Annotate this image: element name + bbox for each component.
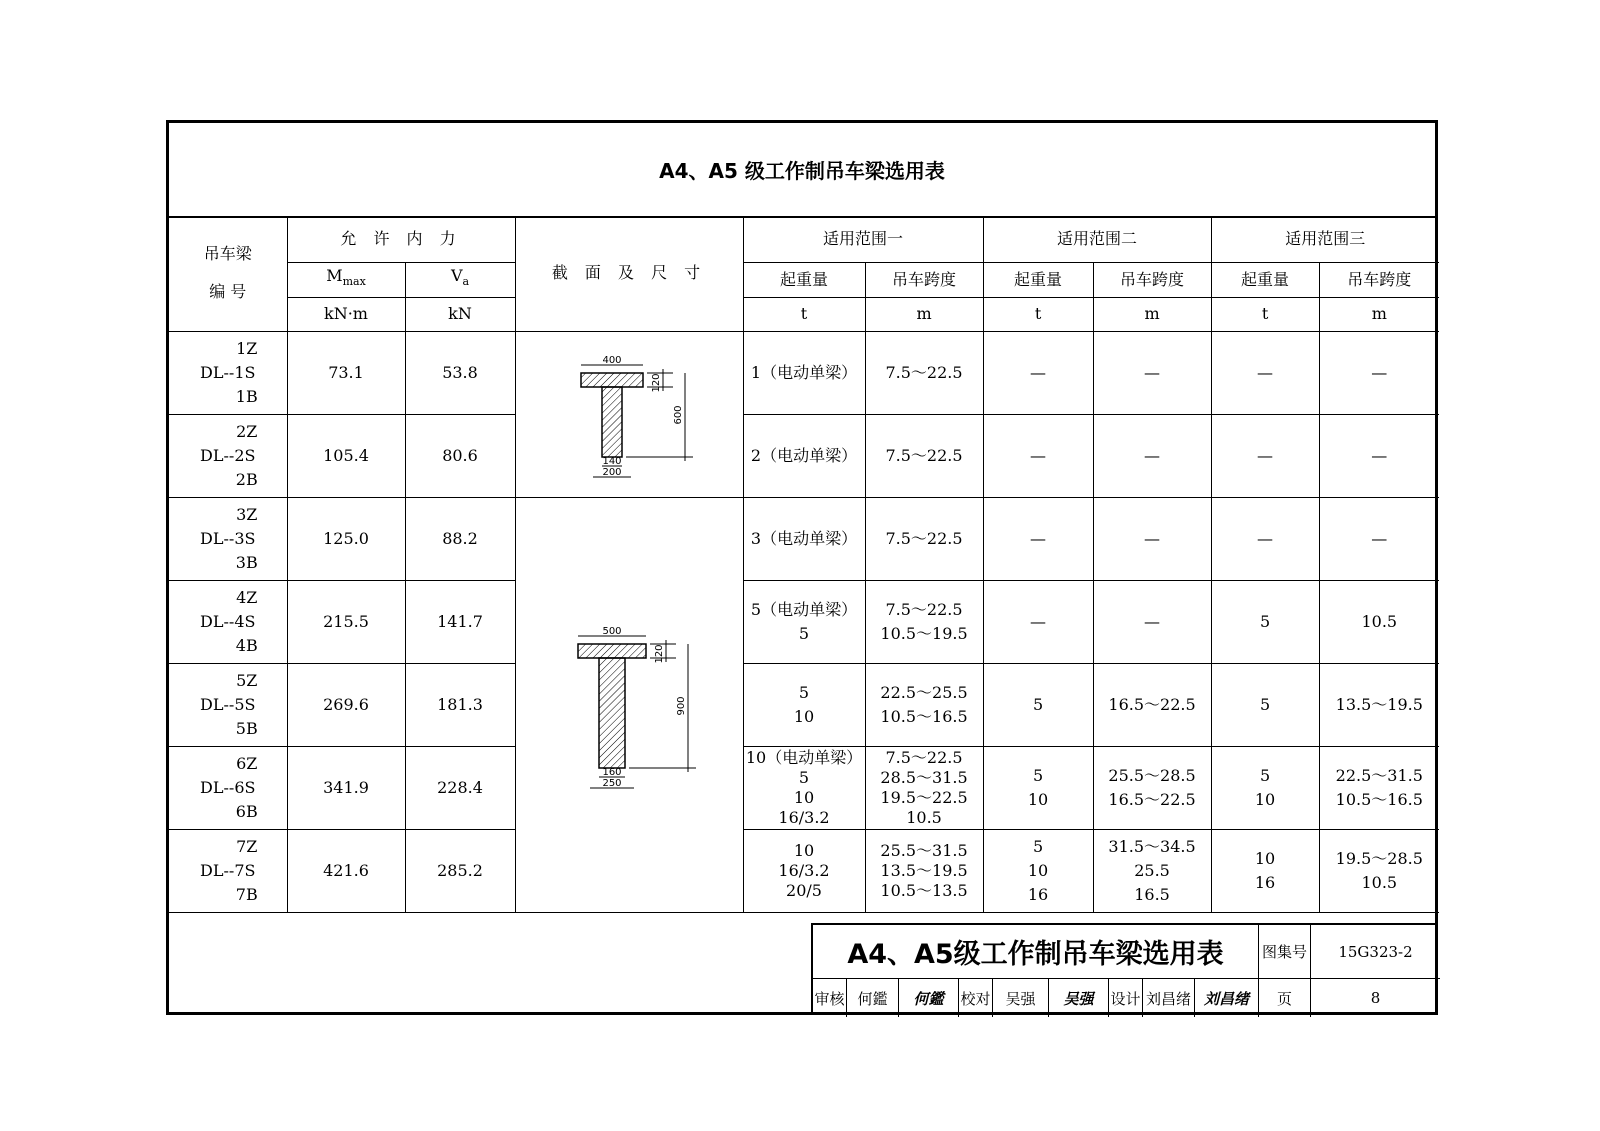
header-r3-span [1319,262,1439,297]
range1-load-line: 16/3.2 [778,860,830,880]
table-row [169,746,1439,829]
range3-load-line: 16 [1254,872,1276,892]
range1-load [743,829,865,912]
va-value: 181.3 [405,663,515,746]
beam-code [169,580,287,663]
mmax-value: 421.6 [287,829,405,912]
header-unit-m: m [1093,297,1211,331]
range1-span-line: 10.5 [906,807,942,827]
header-r3-span-label: 吊车跨度 [1347,269,1412,289]
header-r1-span-label: 吊车跨度 [892,269,957,289]
range3-span-line: 10.5 [1361,611,1398,631]
range1-span-line: 7.5～22.5 [885,599,963,619]
range1-span-line: 7.5～22.5 [885,528,963,548]
beam-code [169,414,287,497]
range1-span [865,331,983,414]
range3-load-line: — [1257,445,1274,465]
range1-load-line: 5 [798,623,810,643]
crane-beam-table [169,216,1439,912]
table-row [169,829,1439,912]
header-mmax-unit: kN·m [287,297,405,331]
beam-code-line: 7Z [236,836,258,856]
section-small [515,331,743,497]
beam-code-line: 2Z [236,421,258,441]
dim-top-width: 400 [602,355,622,366]
header-va-unit: kN [405,297,515,331]
range1-load [743,580,865,663]
range2-load [983,497,1093,580]
beam-section-drawing [574,349,684,479]
atlas-number: 15G323-2 [1311,925,1440,979]
header-r2-load-label: 起重量 [1014,269,1063,289]
beam-code-line: DL--5S [200,694,256,714]
table-row [169,663,1439,746]
beam-web [599,658,625,768]
dim-flange-thickness: 120 [651,373,663,393]
mmax-value: 73.1 [287,331,405,414]
range3-load-line: 5 [1259,611,1271,631]
range2-load-line: 16 [1027,884,1049,904]
range2-load [983,414,1093,497]
range2-span-line: 16.5 [1134,884,1170,904]
range2-load-line: — [1030,362,1047,382]
range1-load-line: 10 [793,840,815,860]
beam-code-line: 6B [235,801,258,821]
range3-span-line: 13.5～19.5 [1335,694,1423,714]
beam-code-line: DL--7S [200,860,256,880]
range1-span [865,414,983,497]
range3-span [1319,663,1439,746]
range3-load-line: 5 [1259,694,1271,714]
review-label: 审核 [813,979,847,1017]
range1-load-line: 10（电动单梁） [745,747,863,767]
beam-code-line: 3B [235,552,258,572]
range3-span-line: — [1371,528,1388,548]
range2-span [1093,746,1211,829]
range3-load [1211,829,1319,912]
page-number: 8 [1370,989,1381,1007]
mmax-value: 125.0 [287,497,405,580]
dim-flange-thickness: 120 [654,643,666,664]
range2-load [983,829,1093,912]
range3-span-line: 22.5～31.5 [1335,765,1423,785]
range1-span-line: 28.5～31.5 [880,767,968,787]
beam-code-line: 4Z [236,587,258,607]
range1-span-line: 10.5～19.5 [880,623,968,643]
header-beam-no [169,216,287,331]
header-beam-no-line2: 编 号 [209,282,247,302]
range2-load-line: — [1030,445,1047,465]
header-section: 截 面 及 尺 寸 [515,216,743,331]
header-range3: 适用范围三 [1211,216,1439,262]
range1-span [865,580,983,663]
va-value: 141.7 [405,580,515,663]
range2-span-line: — [1144,528,1161,548]
range3-load-line: — [1257,528,1274,548]
header-unit-t: t [743,297,865,331]
range3-span-line: 10.5～16.5 [1335,789,1423,809]
header-unit-t: t [983,297,1093,331]
beam-code-line: DL--6S [200,777,256,797]
beam-section-drawing [574,620,688,790]
range2-span [1093,497,1211,580]
beam-code [169,746,287,829]
title-block [811,923,1438,1015]
range1-load [743,663,865,746]
header-mmax-symbol: M [326,266,343,286]
review-name: 何鑑 [847,979,899,1017]
range3-load [1211,497,1319,580]
range3-span-line: 10.5 [1361,872,1398,892]
range3-load [1211,331,1319,414]
dim-bottom-width: 200 [602,467,622,478]
range1-span-line: 22.5～25.5 [880,682,968,702]
range2-load-line: 10 [1027,789,1049,809]
beam-code-line: 4B [235,635,258,655]
header-r1-load-label: 起重量 [780,269,829,289]
header-va [405,262,515,297]
range2-span-line: 25.5～28.5 [1108,765,1196,785]
signature-row [813,979,1440,1017]
range2-span-line: — [1144,611,1161,631]
range2-load-line: 5 [1032,694,1044,714]
table-title: A4、A5 级工作制吊车梁选用表 [169,123,1435,218]
beam-web [602,387,622,457]
section-large [515,497,743,912]
dim-bottom-width: 250 [602,777,622,789]
dim-beam-height: 600 [673,405,685,425]
header-r1-span [865,262,983,297]
mmax-value: 215.5 [287,580,405,663]
range3-span-line: — [1371,445,1388,465]
header-r2-span [1093,262,1211,297]
header-unit-t: t [1211,297,1319,331]
range1-span [865,663,983,746]
range3-span-line: 19.5～28.5 [1335,848,1423,868]
beam-code [169,497,287,580]
header-range2: 适用范围二 [983,216,1211,262]
beam-code [169,663,287,746]
range3-span [1319,497,1439,580]
design-label: 设计 [1109,979,1143,1017]
range2-load-line: — [1030,528,1047,548]
range1-span [865,497,983,580]
beam-code-line: 5B [235,718,258,738]
beam-flange [581,373,643,387]
range2-span-line: 16.5～22.5 [1108,789,1196,809]
range3-load-line: 5 [1259,765,1271,785]
title-block-title: A4、A5级工作制吊车梁选用表 [813,925,1259,979]
table-row [169,414,1439,497]
range1-load-line: 1（电动单梁） [750,362,858,382]
header-r3-load-label: 起重量 [1241,269,1290,289]
beam-code-line: DL--3S [200,528,256,548]
beam-code-line: 5Z [236,670,258,690]
header-r2-span-label: 吊车跨度 [1120,269,1185,289]
range1-load-line: 20/5 [786,880,822,900]
header-va-sub: a [462,275,470,289]
beam-code-line: DL--1S [200,362,256,382]
check-name: 吴强 [993,979,1049,1017]
range2-load [983,580,1093,663]
check-label: 校对 [959,979,993,1017]
range1-span-line: 7.5～22.5 [885,747,963,767]
dim-web-width: 160 [602,766,622,778]
range3-load-line: — [1257,362,1274,382]
design-signature: 刘昌绪 [1195,979,1259,1017]
range3-span-line: — [1371,362,1388,382]
range1-span-line: 7.5～22.5 [885,445,963,465]
table-row [169,331,1439,414]
range2-span [1093,580,1211,663]
range1-load-line: 3（电动单梁） [750,528,858,548]
header-r2-load [983,262,1093,297]
range2-span-line: 25.5 [1134,860,1170,880]
range1-load-line: 16/3.2 [778,807,830,827]
beam-code-line: 7B [235,884,258,904]
mmax-value: 269.6 [287,663,405,746]
range1-load-line: 10 [793,787,815,807]
header-allow-force: 允 许 内 力 [287,216,515,262]
header-beam-no-line1: 吊车梁 [203,244,252,264]
range3-span [1319,746,1439,829]
beam-code-line: DL--4S [200,611,256,631]
range1-span-line: 7.5～22.5 [885,362,963,382]
header-r3-load [1211,262,1319,297]
beam-code-line: 1Z [236,338,258,358]
beam-flange [578,644,646,658]
range2-span [1093,663,1211,746]
beam-code-line: 6Z [236,753,258,773]
range3-load-line: 10 [1254,789,1276,809]
header-r1-load [743,262,865,297]
header-range1: 适用范围一 [743,216,983,262]
range2-load-line: 5 [1032,836,1044,856]
range1-span [865,829,983,912]
range2-load [983,331,1093,414]
va-value: 228.4 [405,746,515,829]
range1-span-line: 10.5～16.5 [880,706,968,726]
range1-load-line: 5 [798,767,810,787]
page-label: 页 [1259,979,1311,1017]
range3-span [1319,331,1439,414]
review-signature: 何鑑 [899,979,959,1017]
range3-load-line: 10 [1254,848,1276,868]
atlas-label: 图集号 [1259,925,1311,979]
range2-span-line: 16.5～22.5 [1108,694,1196,714]
dim-web-width: 140 [602,456,622,467]
range1-span-line: 10.5～13.5 [880,880,968,900]
range3-load [1211,663,1319,746]
dim-beam-height: 900 [676,695,688,716]
range1-span [865,746,983,829]
beam-code [169,829,287,912]
va-value: 80.6 [405,414,515,497]
range3-load [1211,414,1319,497]
beam-code-line: DL--2S [200,445,256,465]
range1-load-line: 5 [798,682,810,702]
beam-code-line: 3Z [236,504,258,524]
range2-load-line: — [1030,611,1047,631]
va-value: 88.2 [405,497,515,580]
range2-load [983,663,1093,746]
beam-code [169,331,287,414]
beam-code-line: 2B [235,469,258,489]
range3-load [1211,746,1319,829]
table-row [169,580,1439,663]
va-value: 285.2 [405,829,515,912]
dim-top-width: 500 [602,625,622,637]
range2-span [1093,829,1211,912]
range1-load-line: 5（电动单梁） [750,599,858,619]
range1-load-line: 2（电动单梁） [750,445,858,465]
range1-load-line: 10 [793,706,815,726]
beam-code-line: 1B [235,386,258,406]
range2-span-line: — [1144,445,1161,465]
header-mmax-sub: max [342,275,366,289]
range1-span-line: 13.5～19.5 [880,860,968,880]
header-unit-m: m [865,297,983,331]
range1-load [743,414,865,497]
table-row [169,497,1439,580]
mmax-value: 341.9 [287,746,405,829]
range2-span-line: — [1144,362,1161,382]
range1-load [743,746,865,829]
header-unit-m: m [1319,297,1439,331]
range2-span [1093,331,1211,414]
range1-span-line: 25.5～31.5 [880,840,968,860]
header-va-symbol: V [450,266,463,286]
range3-span [1319,580,1439,663]
range2-load-line: 5 [1032,765,1044,785]
range2-span [1093,414,1211,497]
range3-span [1319,414,1439,497]
va-value: 53.8 [405,331,515,414]
mmax-value: 105.4 [287,414,405,497]
range2-load [983,746,1093,829]
range1-span-line: 19.5～22.5 [880,787,968,807]
header-mmax [287,262,405,297]
range3-load [1211,580,1319,663]
range3-span [1319,829,1439,912]
range2-span-line: 31.5～34.5 [1108,836,1196,856]
range1-load [743,331,865,414]
check-signature: 吴强 [1049,979,1109,1017]
design-name: 刘昌绪 [1143,979,1195,1017]
range1-load [743,497,865,580]
drawing-frame [166,120,1438,1015]
range2-load-line: 10 [1027,860,1049,880]
